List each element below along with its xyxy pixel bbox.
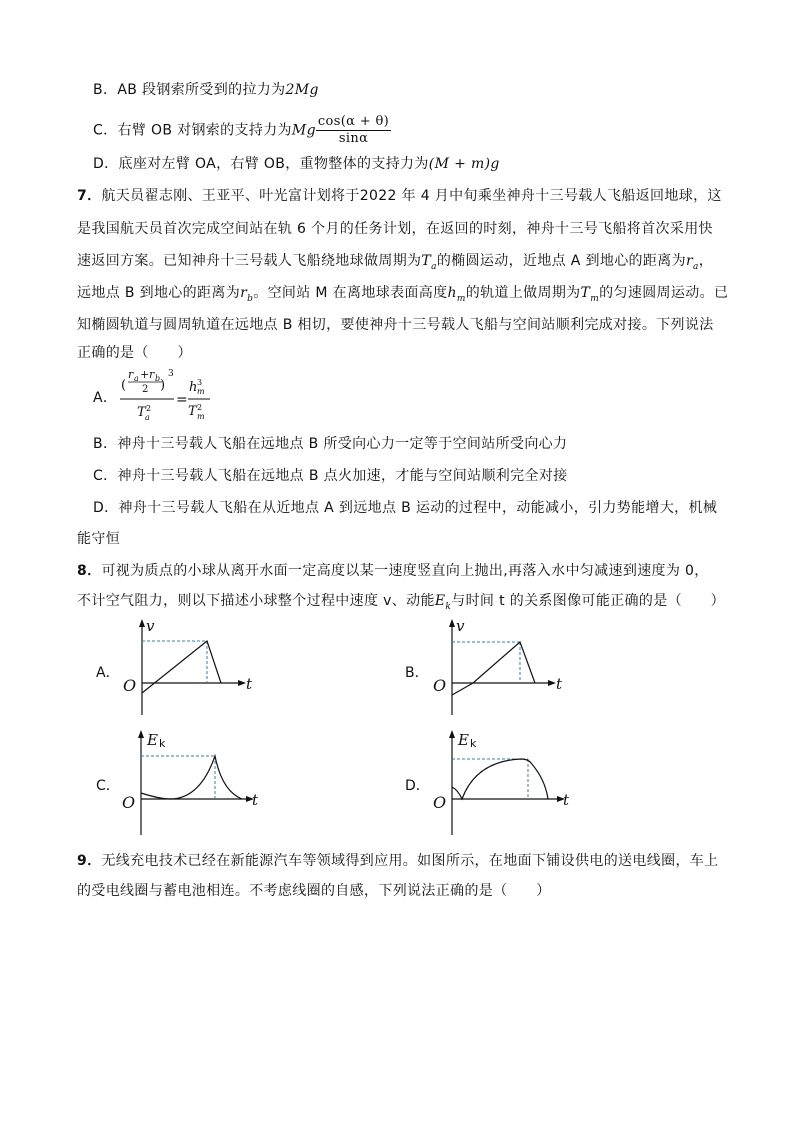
svg-text:r: r bbox=[128, 368, 134, 381]
math-subscript: b bbox=[247, 293, 254, 304]
option-label: C． bbox=[93, 122, 118, 139]
stem-text: 的匀速圆周运动。已 bbox=[599, 285, 729, 301]
x-axis-arrow-icon bbox=[238, 680, 246, 686]
math-subscript: k bbox=[445, 601, 452, 612]
svg-text:2: 2 bbox=[142, 384, 149, 395]
q9-stem-line-1 bbox=[77, 851, 719, 871]
stem-text: 的受电线圈与蓄电池相连。不考虑线圈的自感，下列说法正确的是（ ） bbox=[77, 883, 551, 899]
origin-label: O bbox=[433, 793, 447, 812]
math-symbol: E bbox=[434, 593, 446, 609]
svg-text:+: + bbox=[140, 368, 150, 381]
math-subscript: m bbox=[590, 293, 600, 304]
q8-stem-line-2 bbox=[77, 591, 725, 617]
math-expression: (M + m)g bbox=[428, 156, 500, 172]
q7-option-c bbox=[93, 466, 568, 486]
y-axis-arrow-icon bbox=[449, 619, 455, 627]
option-label: D． bbox=[93, 156, 119, 172]
q9-stem-line-2 bbox=[77, 881, 551, 901]
svg-text:b: b bbox=[155, 374, 161, 383]
q8-stem-line-1 bbox=[77, 561, 709, 581]
x-axis-arrow-icon bbox=[548, 680, 556, 686]
math-subscript: a bbox=[693, 261, 699, 272]
math-symbol: r bbox=[685, 253, 694, 269]
graph-d-kinetic-energy-time bbox=[421, 725, 576, 840]
graph-c-kinetic-energy-time bbox=[110, 725, 265, 840]
svg-text:T: T bbox=[188, 404, 197, 419]
origin-label: O bbox=[122, 793, 136, 812]
option-text: 底座对左臂 OA，右臂 OB，重物整体的支持力为 bbox=[118, 156, 429, 172]
option-label: B． bbox=[93, 436, 118, 452]
svg-text:): ) bbox=[160, 378, 166, 393]
y-axis-subscript: k bbox=[470, 737, 477, 750]
graph-c-label: C． bbox=[96, 778, 120, 794]
stem-text: 与时间 t 的关系图像可能正确的是（ ） bbox=[451, 593, 725, 609]
q7-option-d-continued bbox=[77, 529, 120, 549]
svg-text:r: r bbox=[149, 368, 155, 381]
math-symbol: T bbox=[580, 285, 591, 301]
graph-d-label: D． bbox=[405, 778, 430, 794]
svg-text:T: T bbox=[137, 405, 146, 420]
math-symbol: h bbox=[447, 285, 457, 301]
x-axis-label: t bbox=[246, 675, 253, 693]
graph-a-label: A． bbox=[96, 665, 120, 681]
q6-option-b bbox=[93, 80, 319, 100]
option-text: 神舟十三号载人飞船在远地点 B 所受向心力一定等于空间站所受向心力 bbox=[117, 436, 568, 452]
stem-text: 远地点 B 到地心的距离为 bbox=[77, 285, 241, 301]
math-symbol: r bbox=[240, 285, 248, 301]
svg-text:3: 3 bbox=[168, 369, 174, 379]
stem-text: 正确的是（ ） bbox=[77, 345, 192, 361]
y-axis-arrow-icon bbox=[138, 730, 144, 738]
option-text: 神舟十三号载人飞船在远地点 B 点火加速，才能与空间站顺利完全对接 bbox=[117, 468, 568, 484]
svg-text:=: = bbox=[176, 392, 188, 408]
graph-b-label: B． bbox=[405, 665, 429, 681]
fraction bbox=[316, 114, 391, 147]
y-axis-arrow-icon bbox=[139, 619, 145, 627]
math-symbol: T bbox=[421, 253, 432, 269]
q7-stem-line-1 bbox=[77, 186, 722, 206]
x-axis-label: t bbox=[563, 791, 570, 809]
fraction-numerator: cos(α + θ) bbox=[317, 114, 390, 129]
y-axis-label: E bbox=[458, 731, 469, 749]
svg-text:3: 3 bbox=[197, 378, 203, 387]
stem-text: 的轨道上做周期为 bbox=[465, 285, 581, 301]
option-text: 神舟十三号载人飞船在从近地点 A 到远地点 B 运动的过程中，动能减小，引力势能增大，机械 bbox=[118, 500, 718, 516]
graph-b-velocity-time bbox=[420, 615, 570, 720]
stem-text: 。空间站 M 在离地球表面高度 bbox=[253, 285, 448, 301]
svg-text:m: m bbox=[197, 412, 205, 421]
q6-option-d bbox=[93, 154, 500, 174]
svg-text:2: 2 bbox=[197, 403, 203, 412]
stem-text: 无线充电技术已经在新能源汽车等领域得到应用。如图所示，在地面下铺设供电的送电线圈，车上 bbox=[101, 853, 719, 869]
svg-text:a: a bbox=[134, 374, 139, 383]
y-axis-label: v bbox=[146, 617, 155, 635]
stem-text: 航天员翟志刚、王亚平、叶光富计划将于2022 年 4 月中旬乘坐神舟十三号载人飞船返回地球，这 bbox=[101, 188, 722, 204]
q7-option-a-label bbox=[93, 388, 117, 408]
question-number: 7． bbox=[77, 188, 102, 204]
option-label: C． bbox=[93, 468, 118, 484]
svg-text:2: 2 bbox=[146, 404, 152, 413]
q7-stem-line-4 bbox=[77, 283, 728, 309]
y-axis-label: E bbox=[147, 731, 158, 749]
stem-text: 不计空气阻力，则以下描述小球整个过程中速度 v、动能 bbox=[77, 593, 435, 609]
option-label: D． bbox=[93, 500, 119, 516]
origin-label: O bbox=[123, 676, 137, 695]
math-subscript: a bbox=[431, 261, 437, 272]
svg-text:m: m bbox=[197, 387, 205, 396]
origin-label: O bbox=[433, 676, 447, 695]
fraction-denominator: sinα bbox=[338, 131, 369, 146]
svg-text:a: a bbox=[145, 413, 150, 422]
q6-option-c bbox=[93, 114, 391, 147]
svg-text:(: ( bbox=[121, 378, 127, 393]
question-number: 9． bbox=[77, 853, 102, 869]
stem-text: 可视为质点的小球从离开水面一定高度以某一速度竖直向上抛出,再落入水中匀减速到速度为 0， bbox=[101, 563, 709, 579]
option-label: B． bbox=[93, 82, 118, 98]
math-expression: Mg bbox=[291, 122, 316, 139]
q7-option-d bbox=[93, 498, 717, 518]
math-expression: 2Mg bbox=[285, 82, 319, 98]
q7-stem-line-6 bbox=[77, 343, 192, 363]
stem-text: 知椭圆轨道与圆周轨道在远地点 B 相切，要使神舟十三号载人飞船与空间站顺利完成对接。下列说法 bbox=[77, 317, 714, 333]
stem-text: 速返回方案。已知神舟十三号载人飞船绕地球做周期为 bbox=[77, 253, 422, 269]
y-axis-arrow-icon bbox=[449, 730, 455, 738]
q7-stem-line-3 bbox=[77, 251, 713, 277]
y-axis-subscript: k bbox=[159, 737, 166, 750]
svg-text:h: h bbox=[189, 380, 198, 395]
stem-text: 的椭圆运动，近地点 A 到地心的距离为 bbox=[436, 253, 686, 269]
option-text: 右臂 OB 对钢索的支持力为 bbox=[117, 122, 292, 139]
q7-option-b bbox=[93, 434, 567, 454]
stem-text: 是我国航天员首次完成空间站在轨 6 个月的任务计划，在返回的时刻，神舟十三号飞船将首次采用快 bbox=[77, 221, 713, 237]
graph-a-velocity-time bbox=[110, 615, 260, 720]
stem-text: ， bbox=[698, 253, 714, 269]
y-axis-label: v bbox=[456, 617, 465, 635]
x-axis-label: t bbox=[252, 791, 259, 809]
option-label: A． bbox=[93, 390, 118, 406]
question-number: 8． bbox=[77, 563, 102, 579]
x-axis-label: t bbox=[556, 675, 563, 693]
math-subscript: m bbox=[456, 293, 466, 304]
option-text: AB 段钢索所受到的拉力为 bbox=[117, 82, 286, 98]
q7-stem-line-2 bbox=[77, 219, 713, 239]
q7-option-a-formula bbox=[118, 366, 213, 424]
q7-stem-line-5 bbox=[77, 315, 714, 335]
option-text: 能守恒 bbox=[77, 531, 121, 547]
